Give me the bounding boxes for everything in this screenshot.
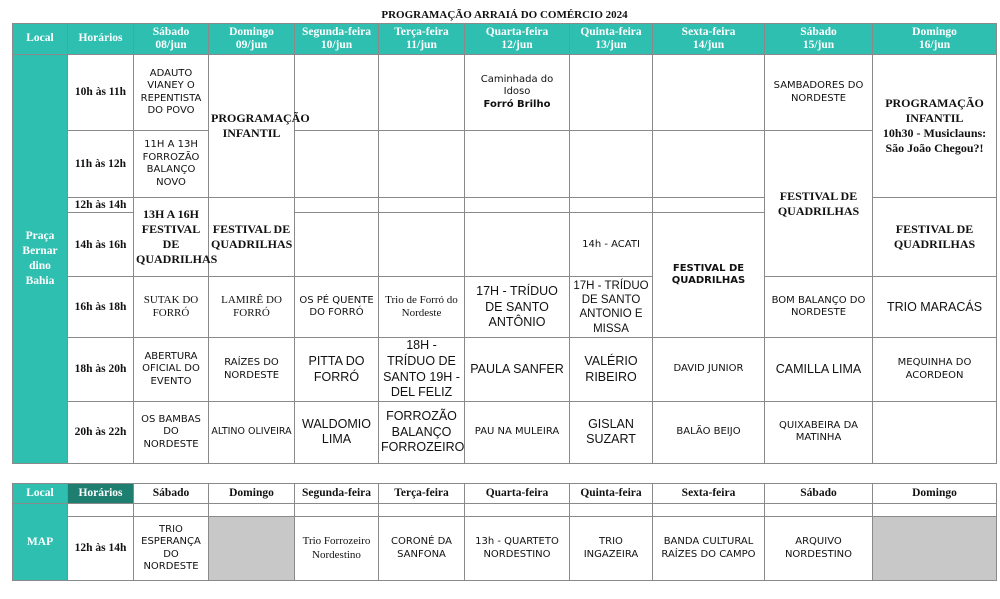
location-map: MAP xyxy=(13,504,68,581)
empty-cell xyxy=(379,55,465,131)
event-cell: BANDA CULTURAL RAÍZES DO CAMPO xyxy=(653,517,765,581)
event-cell: FESTIVAL DE QUADRILHAS xyxy=(873,198,997,277)
header-local: Local xyxy=(13,484,68,504)
header-day-2: Segunda-feira 10/jun xyxy=(295,24,379,55)
empty-cell xyxy=(570,504,653,517)
event-cell: 13h - QUARTETO NORDESTINO xyxy=(465,517,570,581)
event-cell: WALDOMIO LIMA xyxy=(295,401,379,463)
event-cell: FESTIVAL DE QUADRILHAS xyxy=(765,131,873,277)
time-slot: 16h às 18h xyxy=(68,277,134,338)
location-praca: Praça Bernar dino Bahia xyxy=(13,55,68,464)
empty-cell xyxy=(209,517,295,581)
empty-cell xyxy=(209,504,295,517)
header-horarios: Horários xyxy=(68,24,134,55)
empty-cell xyxy=(653,55,765,131)
event-cell: Trio Forrozeiro Nordestino xyxy=(295,517,379,581)
empty-cell xyxy=(465,131,570,198)
map-schedule-table xyxy=(12,483,997,581)
event-cell: MEQUINHA DO ACORDEON xyxy=(873,338,997,402)
event-cell: PAULA SANFER xyxy=(465,338,570,402)
empty-cell xyxy=(570,131,653,198)
event-cell: OS BAMBAS DO NORDESTE xyxy=(134,401,209,463)
time-slot: 20h às 22h xyxy=(68,401,134,463)
event-cell: DAVID JUNIOR xyxy=(653,338,765,402)
time-slot: 10h às 11h xyxy=(68,55,134,131)
event-cell: CORONÉ DA SANFONA xyxy=(379,517,465,581)
empty-cell xyxy=(465,213,570,277)
empty-cell xyxy=(379,504,465,517)
event-cell: VALÉRIO RIBEIRO xyxy=(570,338,653,402)
empty-cell xyxy=(653,198,765,213)
empty-cell xyxy=(465,198,570,213)
header-day: Quinta-feira xyxy=(570,484,653,504)
header-day: Terça-feira xyxy=(379,484,465,504)
event-cell: GISLAN SUZART xyxy=(570,401,653,463)
empty-cell xyxy=(873,401,997,463)
empty-cell xyxy=(570,198,653,213)
header-day: Sexta-feira xyxy=(653,484,765,504)
header-day-3: Terça-feira 11/jun xyxy=(379,24,465,55)
empty-cell xyxy=(379,213,465,277)
event-cell: 18H - TRÍDUO DE SANTO 19H -DEL FELIZ xyxy=(379,338,465,402)
header-local: Local xyxy=(13,24,68,55)
empty-cell xyxy=(653,131,765,198)
time-slot: 12h às 14h xyxy=(68,198,134,213)
event-cell: ALTINO OLIVEIRA xyxy=(209,401,295,463)
header-day: Domingo xyxy=(209,484,295,504)
event-cell: BOM BALANÇO DO NORDESTE xyxy=(765,277,873,338)
header-day-8: Domingo 16/jun xyxy=(873,24,997,55)
event-cell: PROGRAMAÇÃO INFANTIL xyxy=(209,55,295,198)
header-day: Segunda-feira xyxy=(295,484,379,504)
header-day: Sábado xyxy=(765,484,873,504)
time-slot: 14h às 16h xyxy=(68,213,134,277)
empty-cell xyxy=(68,504,134,517)
empty-cell xyxy=(465,504,570,517)
header-day-4: Quarta-feira 12/jun xyxy=(465,24,570,55)
schedule-table xyxy=(12,8,997,464)
empty-cell xyxy=(295,504,379,517)
event-cell: ADAUTO VIANEY O REPENTISTA DO POVO xyxy=(134,55,209,131)
event-cell: PITTA DO FORRÓ xyxy=(295,338,379,402)
empty-cell xyxy=(570,55,653,131)
event-cell: PAU NA MULEIRA xyxy=(465,401,570,463)
event-cell: FESTIVAL DE QUADRILHAS xyxy=(653,213,765,338)
event-cell: SUTAK DO FORRÓ xyxy=(134,277,209,338)
event-cell: FORROZÃO BALANÇO FORROZEIRO xyxy=(379,401,465,463)
time-slot: 18h às 20h xyxy=(68,338,134,402)
event-cell: FESTIVAL DE QUADRILHAS xyxy=(209,198,295,277)
event-cell: 13H A 16H FESTIVAL DE QUADRILHAS xyxy=(134,198,209,277)
empty-cell xyxy=(379,198,465,213)
event-cell: 17H - TRÍDUO DE SANTO ANTONIO E MISSA xyxy=(570,277,653,338)
empty-cell xyxy=(873,504,997,517)
header-horarios: Horários xyxy=(68,484,134,504)
event-cell: TRIO ESPERANÇA DO NORDESTE xyxy=(134,517,209,581)
schedule-title: PROGRAMAÇÃO ARRAIÁ DO COMÉRCIO 2024 xyxy=(13,8,997,24)
event-cell: QUIXABEIRA DA MATINHA xyxy=(765,401,873,463)
header-day: Quarta-feira xyxy=(465,484,570,504)
event-cell: LAMIRÊ DO FORRÓ xyxy=(209,277,295,338)
header-day: Domingo xyxy=(873,484,997,504)
empty-cell xyxy=(295,213,379,277)
header-day-5: Quinta-feira 13/jun xyxy=(570,24,653,55)
header-day-6: Sexta-feira 14/jun xyxy=(653,24,765,55)
event-cell: 11H A 13H FORROZÃO BALANÇO NOVO xyxy=(134,131,209,198)
time-slot: 11h às 12h xyxy=(68,131,134,198)
event-cell: Trio de Forró do Nordeste xyxy=(379,277,465,338)
event-cell: 14h - ACATI xyxy=(570,213,653,277)
event-cell: TRIO INGAZEIRA xyxy=(570,517,653,581)
empty-cell xyxy=(765,504,873,517)
event-cell: 17H - TRÍDUO DE SANTO ANTÔNIO xyxy=(465,277,570,338)
header-day-1: Domingo 09/jun xyxy=(209,24,295,55)
header-day-0: Sábado 08/jun xyxy=(134,24,209,55)
event-cell: PROGRAMAÇÃO INFANTIL 10h30 - Musiclauns: São João Chegou?! xyxy=(873,55,997,198)
empty-cell xyxy=(295,198,379,213)
empty-cell xyxy=(873,517,997,581)
time-slot: 12h às 14h xyxy=(68,517,134,581)
empty-cell xyxy=(653,504,765,517)
event-cell: TRIO MARACÁS xyxy=(873,277,997,338)
header-day: Sábado xyxy=(134,484,209,504)
event-cell: OS PÉ QUENTE DO FORRÓ xyxy=(295,277,379,338)
event-cell: ABERTURA OFICIAL DO EVENTO xyxy=(134,338,209,402)
header-day-7: Sábado 15/jun xyxy=(765,24,873,55)
empty-cell xyxy=(134,504,209,517)
empty-cell xyxy=(379,131,465,198)
event-cell: BALÃO BEIJO xyxy=(653,401,765,463)
empty-cell xyxy=(295,131,379,198)
event-cell: Caminhada do Idoso Forró Brilho xyxy=(465,55,570,131)
event-cell: ARQUIVO NORDESTINO xyxy=(765,517,873,581)
event-cell: RAÍZES DO NORDESTE xyxy=(209,338,295,402)
event-cell: CAMILLA LIMA xyxy=(765,338,873,402)
event-cell: SAMBADORES DO NORDESTE xyxy=(765,55,873,131)
